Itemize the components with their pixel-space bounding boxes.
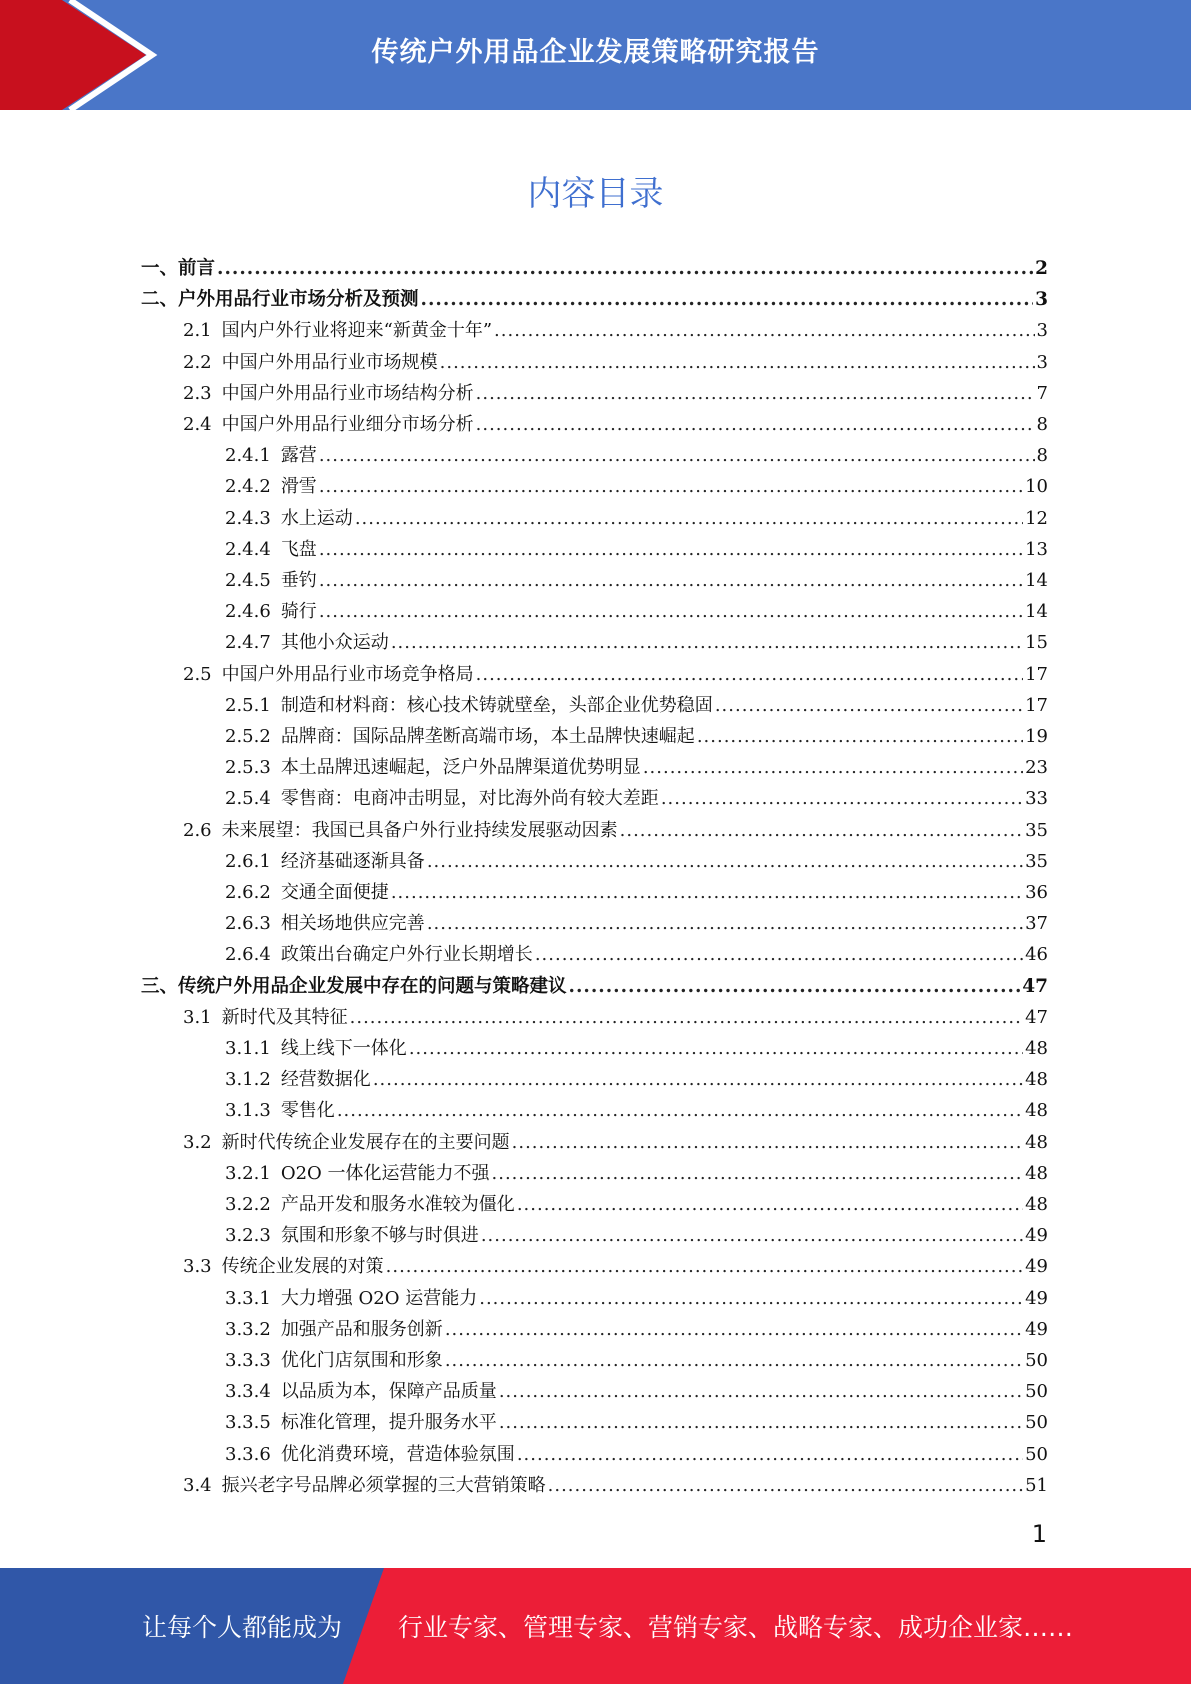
toc-dot-leader: [386, 1256, 1023, 1277]
toc-entry-page: 12: [1025, 507, 1048, 529]
toc-entry-page: 49: [1025, 1287, 1048, 1309]
toc-entry-page: 8: [1036, 445, 1048, 467]
toc-entry-page: 3: [1036, 320, 1048, 342]
toc-entry[interactable]: [141, 1034, 1048, 1065]
toc-dot-leader: [355, 508, 1023, 529]
toc-entry-title: 标准化管理，提升服务水平: [280, 1412, 497, 1434]
toc-entry-page: 33: [1025, 788, 1048, 810]
toc-entry-page: 50: [1025, 1350, 1048, 1371]
toc-entry-title: 垂钓: [280, 570, 317, 591]
toc-entry-title: 未来展望：我国已具备户外行业持续发展驱动因素: [221, 819, 618, 841]
toc-dot-leader: [427, 851, 1023, 872]
toc-entry-number: 3.3.3: [225, 1350, 271, 1371]
toc-entry-number: 2.5.4: [225, 788, 271, 810]
toc-entry-number: 3.3.6: [225, 1443, 271, 1465]
toc-dot-leader: [512, 1132, 1023, 1153]
toc-dot-leader: [391, 882, 1023, 903]
page-footer: [0, 1568, 1191, 1684]
toc-entry[interactable]: [141, 1128, 1048, 1159]
toc-entry[interactable]: [141, 1346, 1048, 1377]
toc-entry-number: 2.4.7: [225, 632, 271, 654]
toc-entry-title: 政策出台确定户外行业长期增长: [280, 944, 533, 966]
toc-entry-page: 49: [1025, 1256, 1048, 1278]
toc-entry[interactable]: [141, 348, 1048, 379]
toc-entry-page: 10: [1025, 476, 1048, 498]
toc-entry-number: 2.4.6: [225, 601, 271, 623]
toc-entry-page: 23: [1025, 757, 1048, 779]
toc-entry-number: 3.3.5: [225, 1412, 271, 1434]
toc-entry-title: 新时代及其特征: [221, 1006, 348, 1028]
toc-entry-page: 15: [1025, 632, 1048, 654]
toc-entry-title: 露营: [280, 445, 317, 467]
toc-entry-page: 35: [1025, 850, 1048, 872]
toc-entry[interactable]: [141, 878, 1048, 909]
toc-entry[interactable]: [141, 909, 1048, 940]
toc-dot-leader: [479, 1288, 1023, 1309]
toc-entry-number: 3.3.2: [225, 1318, 271, 1340]
toc-entry-title: 国内户外行业将迎来“新黄金十年”: [221, 320, 493, 342]
toc-entry[interactable]: [141, 1315, 1048, 1346]
toc-entry-title: 振兴老字号品牌必须掌握的三大营销策略: [221, 1474, 546, 1496]
toc-entry[interactable]: [141, 972, 1048, 1003]
toc-entry-page: 8: [1036, 414, 1048, 435]
toc-entry-page: 14: [1025, 570, 1048, 591]
toc-entry-number: 3.2.1: [225, 1162, 271, 1184]
toc-entry-title: 相关场地供应完善: [280, 913, 425, 935]
toc-entry-title: 品牌商：国际品牌垄断高端市场，本土品牌快速崛起: [280, 726, 695, 747]
toc-entry-number: 3.2.2: [225, 1194, 271, 1215]
toc-heading: 内容目录: [527, 174, 664, 214]
toc-entry-page: 48: [1025, 1069, 1048, 1091]
toc-entry[interactable]: [141, 1003, 1048, 1034]
toc-entry-title: 产品开发和服务水准较为僵化: [280, 1194, 515, 1215]
toc-entry-page: 17: [1025, 694, 1048, 716]
toc-entry-number: 2.5.1: [225, 694, 271, 716]
toc-entry-title: 中国户外用品行业市场结构分析: [221, 382, 474, 404]
toc-entry[interactable]: [141, 1471, 1048, 1502]
toc-entry-number: 2.5: [183, 663, 212, 685]
toc-entry[interactable]: [141, 1096, 1048, 1127]
toc-entry[interactable]: [141, 316, 1048, 347]
toc-entry-title: 以品质为本，保障产品质量: [280, 1381, 497, 1403]
toc-entry-number: 2.6.4: [225, 944, 271, 966]
toc-dot-leader: [481, 1225, 1023, 1246]
toc-entry-title: 优化门店氛围和形象: [280, 1350, 443, 1371]
toc-dot-leader: [445, 1319, 1023, 1340]
toc-entry-page: 51: [1025, 1474, 1048, 1496]
toc-dot-leader: [494, 320, 1035, 341]
toc-entry-number: 一、: [141, 258, 179, 279]
toc-dot-leader: [569, 976, 1021, 997]
toc-entry[interactable]: [141, 1065, 1048, 1096]
toc-entry-number: 2.6: [183, 819, 212, 841]
toc-entry-number: 3.1.3: [225, 1100, 271, 1122]
toc-dot-leader: [217, 258, 1033, 279]
toc-dot-leader: [499, 1381, 1023, 1402]
toc-entry-title: 零售化: [280, 1100, 335, 1122]
toc-entry-number: 3.4: [183, 1474, 212, 1496]
toc-dot-leader: [319, 570, 1023, 591]
toc-entry-page: 48: [1025, 1162, 1048, 1184]
toc-entry-page: 19: [1025, 726, 1048, 747]
toc-entry-number: 2.6.1: [225, 850, 271, 872]
toc-entry[interactable]: [141, 753, 1048, 784]
toc-entry[interactable]: [141, 847, 1048, 878]
toc-dot-leader: [427, 913, 1023, 934]
toc-dot-leader: [476, 414, 1035, 435]
toc-entry[interactable]: [141, 660, 1048, 691]
toc-entry-number: 2.2: [183, 351, 212, 373]
toc-entry-title: 零售商：电商冲击明显，对比海外尚有较大差距: [280, 788, 659, 810]
toc-entry-title: 中国户外用品行业市场竞争格局: [221, 663, 474, 685]
toc-dot-leader: [492, 1163, 1024, 1184]
toc-entry-number: 3.1.2: [225, 1069, 271, 1091]
toc-entry-number: 3.1: [183, 1006, 212, 1028]
toc-dot-leader: [391, 632, 1023, 653]
toc-entry[interactable]: [141, 1377, 1048, 1408]
toc-entry-page: 50: [1025, 1443, 1048, 1465]
toc-entry-title: 大力增强 O2O 运营能力: [280, 1287, 478, 1309]
toc-entry-number: 2.6.2: [225, 882, 271, 903]
toc-entry-title: 线上线下一体化: [280, 1038, 407, 1059]
toc-entry[interactable]: [141, 566, 1048, 597]
document-title: 传统户外用品企业发展策略研究报告: [371, 37, 820, 68]
toc-entry[interactable]: [141, 597, 1048, 628]
toc-entry-page: 13: [1025, 538, 1048, 560]
toc-entry-page: 46: [1025, 944, 1048, 966]
toc-entry-number: 2.4.1: [225, 445, 271, 467]
toc-entry-number: 三、: [141, 975, 179, 997]
toc-entry-title: 优化消费环境，营造体验氛围: [280, 1443, 515, 1465]
toc-entry-page: 2: [1035, 258, 1048, 279]
toc-entry-title: 户外用品行业市场分析及预测: [178, 289, 419, 311]
toc-entry-number: 3.1.1: [225, 1038, 271, 1059]
toc-entry[interactable]: [141, 784, 1048, 815]
toc-entry-title: 经济基础逐渐具备: [280, 850, 425, 872]
page-header: [0, 0, 1191, 110]
toc-entry-title: 制造和材料商：核心技术铸就壁垒，头部企业优势稳固: [280, 694, 713, 716]
toc-entry-page: 35: [1025, 819, 1048, 841]
toc-dot-leader: [620, 820, 1023, 841]
toc-dot-leader: [697, 726, 1023, 747]
toc-entry[interactable]: [141, 1284, 1048, 1315]
toc-dot-leader: [373, 1069, 1023, 1090]
toc-entry-title: 中国户外用品行业细分市场分析: [221, 414, 474, 435]
toc-entry-number: 2.3: [183, 382, 212, 404]
toc-entry-page: 48: [1025, 1038, 1048, 1059]
toc-entry-title: 前言: [178, 258, 216, 279]
toc-entry[interactable]: [141, 410, 1048, 441]
toc-dot-leader: [319, 445, 1035, 466]
toc-dot-leader: [548, 1475, 1023, 1496]
toc-entry-title: 中国户外用品行业市场规模: [221, 351, 438, 373]
toc-entry-number: 2.4: [183, 414, 212, 435]
toc-entry-page: 48: [1025, 1100, 1048, 1122]
toc-entry-page: 50: [1025, 1381, 1048, 1403]
toc-entry[interactable]: [141, 441, 1048, 472]
toc-entry-title: 飞盘: [280, 538, 317, 560]
toc-dot-leader: [319, 601, 1023, 622]
toc-entry[interactable]: [141, 628, 1048, 659]
toc-dot-leader: [440, 352, 1035, 373]
toc-entry-number: 2.6.3: [225, 913, 271, 935]
toc-dot-leader: [643, 757, 1023, 778]
toc-entry[interactable]: [141, 285, 1048, 316]
toc-dot-leader: [517, 1194, 1023, 1215]
toc-dot-leader: [409, 1038, 1023, 1059]
toc-entry[interactable]: [141, 816, 1048, 847]
toc-entry[interactable]: [141, 1440, 1048, 1471]
toc-dot-leader: [319, 539, 1023, 560]
toc-entry[interactable]: [141, 691, 1048, 722]
toc-dot-leader: [535, 944, 1023, 965]
toc-entry-title: 传统企业发展的对策: [221, 1256, 384, 1278]
toc-dot-leader: [421, 289, 1034, 310]
toc-entry-title: 滑雪: [280, 476, 317, 498]
toc-entry-page: 48: [1025, 1131, 1048, 1153]
toc-entry[interactable]: [141, 722, 1048, 753]
toc-entry-page: 47: [1025, 1006, 1048, 1028]
toc-entry-number: 2.4.5: [225, 570, 271, 591]
toc-entry[interactable]: [141, 472, 1048, 503]
toc-entry-title: 新时代传统企业发展存在的主要问题: [221, 1131, 510, 1153]
toc-entry[interactable]: [141, 254, 1048, 285]
toc-entry[interactable]: [141, 504, 1048, 535]
toc-dot-leader: [319, 476, 1023, 497]
toc-entry-title: 水上运动: [280, 507, 353, 529]
toc-entry-number: 2.4.4: [225, 538, 271, 560]
toc-entry-number: 2.4.3: [225, 507, 271, 529]
toc-dot-leader: [661, 788, 1023, 809]
toc-entry-page: 17: [1025, 663, 1048, 685]
toc-dot-leader: [445, 1350, 1023, 1371]
toc-entry-page: 3: [1035, 289, 1048, 311]
toc-entry-page: 36: [1025, 882, 1048, 903]
toc-dot-leader: [476, 664, 1023, 685]
toc-entry[interactable]: [141, 379, 1048, 410]
toc-dot-leader: [517, 1444, 1023, 1465]
toc-entry-number: 2.5.2: [225, 726, 271, 747]
toc-entry-number: 二、: [141, 289, 179, 311]
toc-entry-title: 骑行: [280, 601, 317, 623]
toc-entry-number: 2.1: [183, 320, 212, 342]
toc-entry-number: 3.3.1: [225, 1287, 271, 1309]
toc-entry-page: 7: [1036, 382, 1048, 404]
toc-entry-page: 49: [1025, 1318, 1048, 1340]
toc-entry-number: 3.3: [183, 1256, 212, 1278]
toc-entry-number: 3.2: [183, 1131, 212, 1153]
toc-entry-page: 49: [1025, 1225, 1048, 1247]
toc-entry-title: O2O 一体化运营能力不强: [280, 1162, 490, 1184]
toc-entry[interactable]: [141, 940, 1048, 971]
toc-entry-number: 2.5.3: [225, 757, 271, 779]
toc-entry-title: 本土品牌迅速崛起，泛户外品牌渠道优势明显: [280, 757, 641, 779]
toc-entry-page: 50: [1025, 1412, 1048, 1434]
footer-slogan-right: 行业专家、管理专家、营销专家、战略专家、成功企业家……: [398, 1613, 1074, 1642]
toc-dot-leader: [350, 1007, 1023, 1028]
toc-entry-number: 3.2.3: [225, 1225, 271, 1247]
toc-entry-title: 加强产品和服务创新: [280, 1318, 443, 1340]
toc-dot-leader: [499, 1412, 1023, 1433]
toc-entry[interactable]: [141, 1252, 1048, 1283]
toc-entry-number: 2.4.2: [225, 476, 271, 498]
toc-entry[interactable]: [141, 1190, 1048, 1221]
toc-entry-title: 交通全面便捷: [280, 882, 389, 903]
toc-entry-page: 3: [1036, 351, 1048, 373]
toc-dot-leader: [337, 1100, 1023, 1121]
toc-entry[interactable]: [141, 1159, 1048, 1190]
toc-entry-page: 47: [1022, 975, 1048, 997]
toc-entry[interactable]: [141, 535, 1048, 566]
toc-entry-title: 其他小众运动: [280, 632, 389, 654]
toc-entry-title: 氛围和形象不够与时俱进: [280, 1225, 479, 1247]
toc-dot-leader: [476, 383, 1035, 404]
toc-entry-title: 经营数据化: [280, 1069, 371, 1091]
toc-entry[interactable]: [141, 1221, 1048, 1252]
footer-slogan-left: 让每个人都能成为: [142, 1613, 343, 1642]
toc-entry-page: 48: [1025, 1194, 1048, 1215]
toc-entry-page: 37: [1025, 913, 1048, 935]
toc-dot-leader: [715, 695, 1023, 716]
toc-entry-number: 3.3.4: [225, 1381, 271, 1403]
toc-entry[interactable]: [141, 1408, 1048, 1439]
page-number: 1: [1031, 1520, 1047, 1548]
toc-entry-title: 传统户外用品企业发展中存在的问题与策略建议: [178, 975, 567, 997]
toc-entry-page: 14: [1025, 601, 1048, 623]
